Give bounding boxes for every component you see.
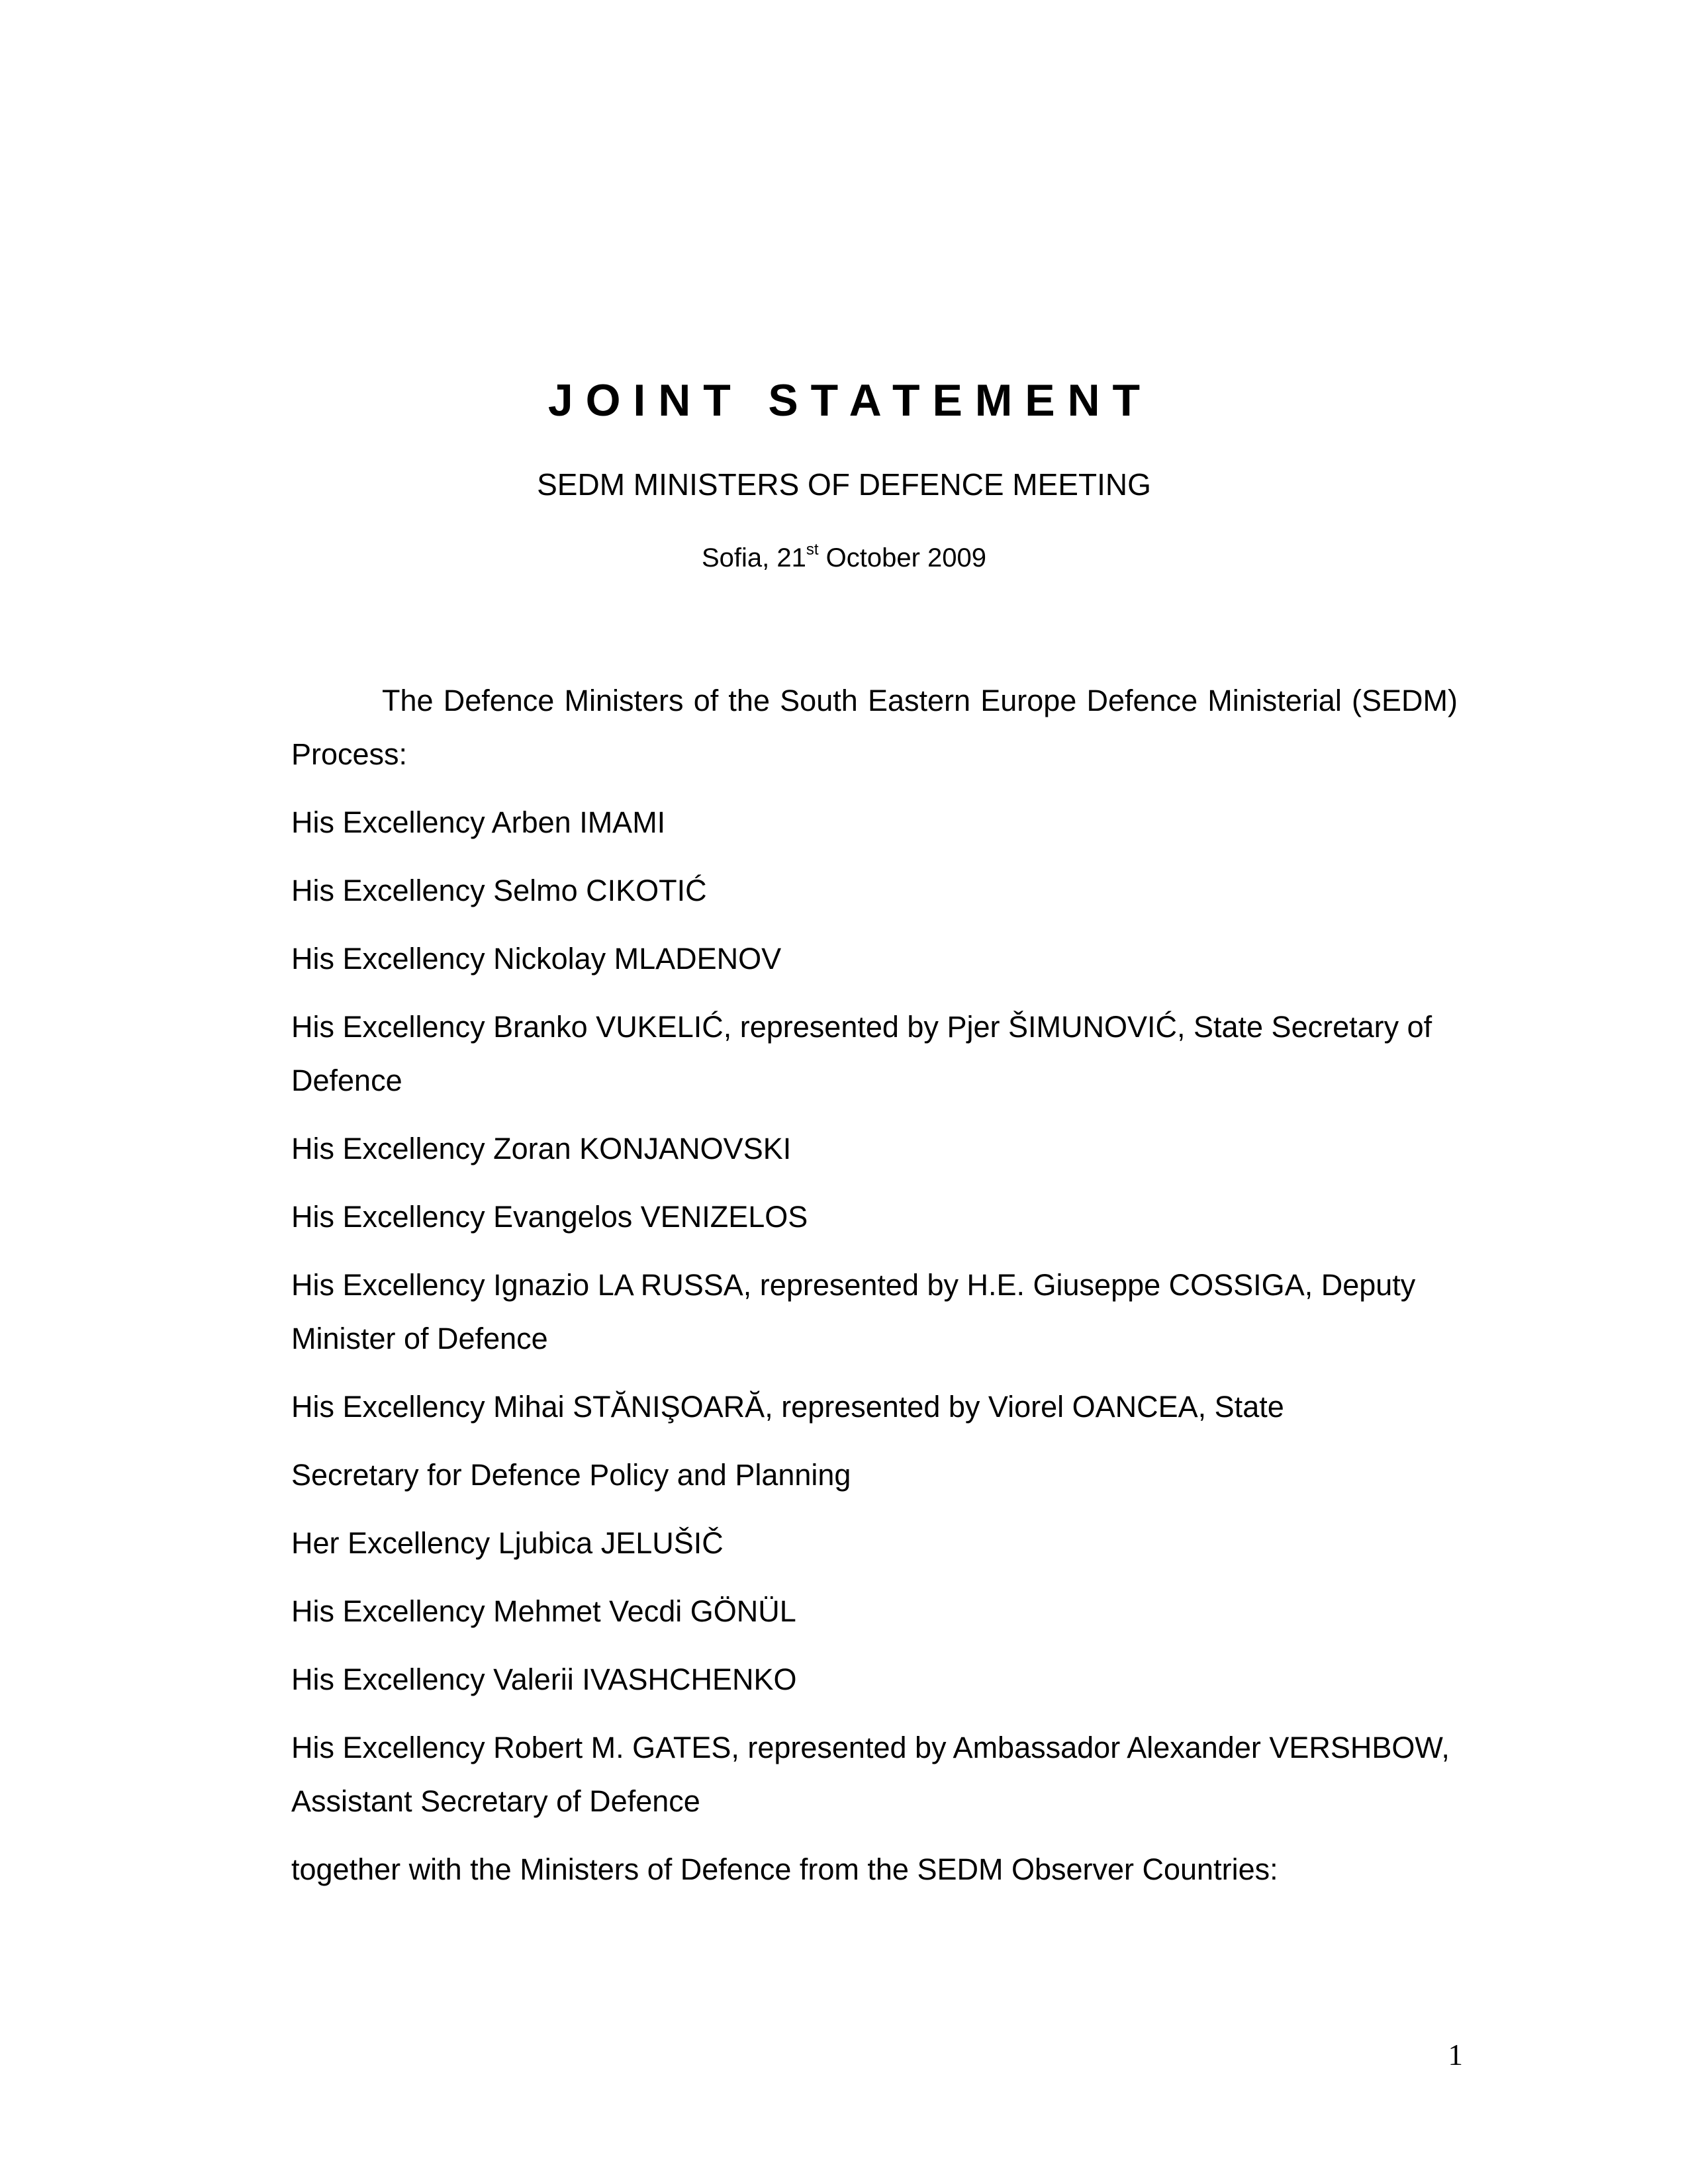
document-title: J O I N T S T A T E M E N T [547,375,1141,426]
minister-entry-5: His Excellency Zoran KONJANOVSKI [291,1132,792,1165]
minister-entry-8-continued: Secretary for Defence Policy and Planning [291,1458,851,1492]
document-subtitle: SEDM MINISTERS OF DEFENCE MEETING [537,467,1151,502]
dateline-ordinal-suffix: st [806,541,819,559]
document-dateline [0,539,1688,576]
minister-entry-2: His Excellency Selmo CIKOTIĆ [291,874,707,907]
intro-paragraph: The Defence Ministers of the South Eastern Europe Defence Ministerial (SEDM) Process: [291,684,1458,771]
document-body [291,674,1458,1911]
minister-entry-8: His Excellency Mihai STĂNIŞOARĂ, represented by Viorel OANCEA, State [291,1390,1284,1424]
minister-entry-7: His Excellency Ignazio LA RUSSA, represented by H.E. Giuseppe COSSIGA, Deputy Minister of Defence [291,1268,1416,1355]
page-number: 1 [1448,2038,1463,2071]
dateline-month-year: October 2009 [818,543,987,572]
minister-entry-12: His Excellency Robert M. GATES, represented by Ambassador Alexander VERSHBOW, Assistant Secretary of Defence [291,1731,1450,1818]
closing-line: together with the Ministers of Defence from the SEDM Observer Countries: [291,1852,1278,1886]
dateline-place-day: Sofia, 21 [701,543,806,572]
minister-entry-9: Her Excellency Ljubica JELUŠIČ [291,1526,724,1560]
minister-entry-1: His Excellency Arben IMAMI [291,805,666,839]
minister-entry-10: His Excellency Mehmet Vecdi GÖNÜL [291,1594,796,1628]
minister-entry-4: His Excellency Branko VUKELIĆ, represented by Pjer ŠIMUNOVIĆ, State Secretary of Defence [291,1010,1432,1097]
minister-entry-11: His Excellency Valerii IVASHCHENKO [291,1662,797,1696]
minister-entry-3: His Excellency Nickolay MLADENOV [291,942,782,976]
minister-entry-6: His Excellency Evangelos VENIZELOS [291,1200,808,1234]
